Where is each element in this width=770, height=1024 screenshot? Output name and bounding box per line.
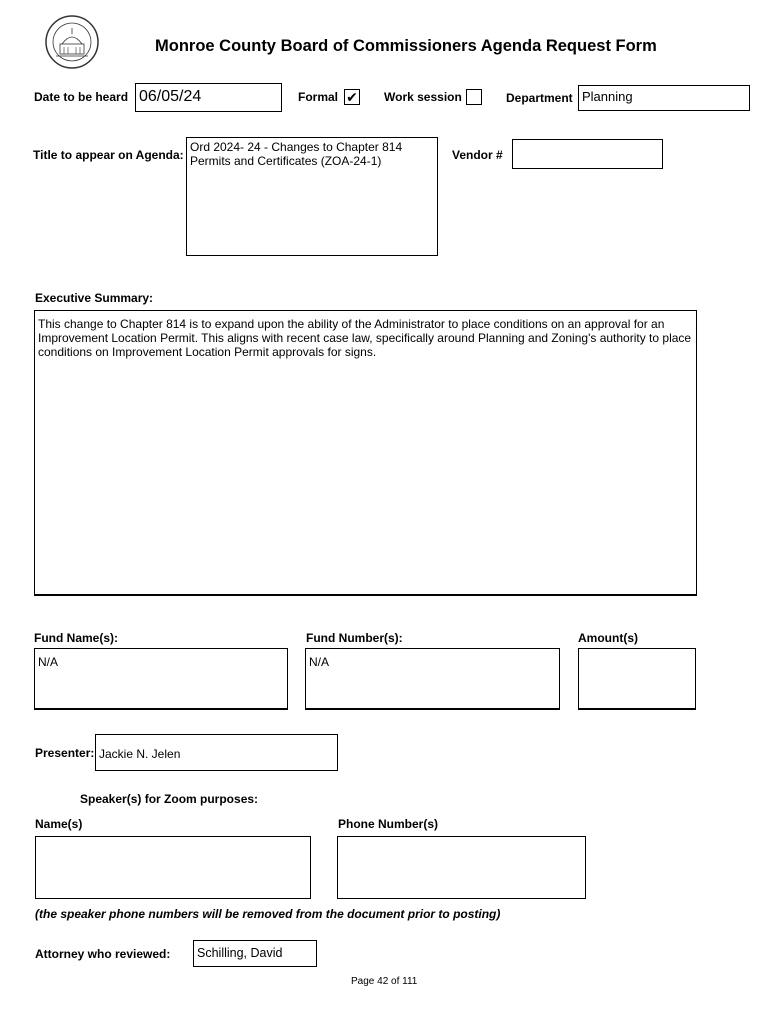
date-label: Date to be heard xyxy=(34,90,129,104)
speaker-phone-note: (the speaker phone numbers will be removed from the document prior to posting) xyxy=(35,907,501,921)
department-label: Department xyxy=(506,91,573,105)
vendor-label: Vendor # xyxy=(452,148,503,162)
executive-summary-field[interactable]: This change to Chapter 814 is to expand upon the ability of the Administrator to place conditions on an approval for an Improvement Location Permit. This aligns with recent case law, specifically around Planning and Zoning's authority to place conditions on Improvement Location Permit approvals for signs. xyxy=(34,310,697,596)
work-session-checkbox[interactable] xyxy=(466,89,482,105)
presenter-field[interactable]: Jackie N. Jelen xyxy=(95,734,338,771)
attorney-field[interactable]: Schilling, David xyxy=(193,940,317,967)
department-field[interactable]: Planning xyxy=(578,85,750,111)
speaker-phone-field[interactable] xyxy=(337,836,586,899)
work-session-label: Work session xyxy=(384,90,462,104)
speaker-phone-label: Phone Number(s) xyxy=(338,817,439,831)
speaker-name-label: Name(s) xyxy=(35,817,83,831)
fund-number-label: Fund Number(s): xyxy=(306,631,403,645)
date-field[interactable]: 06/05/24 xyxy=(135,83,282,112)
fund-number-field[interactable]: N/A xyxy=(305,648,560,710)
amount-label: Amount(s) xyxy=(578,631,638,645)
agenda-title-label: Title to appear on Agenda: xyxy=(33,148,184,162)
formal-checkbox[interactable]: ✔ xyxy=(344,89,360,105)
page-number: Page 42 of 111 xyxy=(351,976,418,987)
form-title: Monroe County Board of Commissioners Agenda Request Form xyxy=(155,37,657,55)
fund-name-label: Fund Name(s): xyxy=(34,631,118,645)
formal-label: Formal xyxy=(298,90,339,104)
amount-field[interactable] xyxy=(578,648,696,710)
speakers-heading: Speaker(s) for Zoom purposes: xyxy=(80,792,259,806)
fund-name-field[interactable]: N/A xyxy=(34,648,288,710)
vendor-field[interactable] xyxy=(512,139,663,169)
county-seal xyxy=(44,14,100,70)
presenter-label: Presenter: xyxy=(35,746,95,760)
executive-summary-label: Executive Summary: xyxy=(35,291,154,305)
agenda-title-field[interactable]: Ord 2024- 24 - Changes to Chapter 814 Permits and Certificates (ZOA-24-1) xyxy=(186,137,438,256)
attorney-label: Attorney who reviewed: xyxy=(35,947,171,961)
speaker-name-field[interactable] xyxy=(35,836,311,899)
